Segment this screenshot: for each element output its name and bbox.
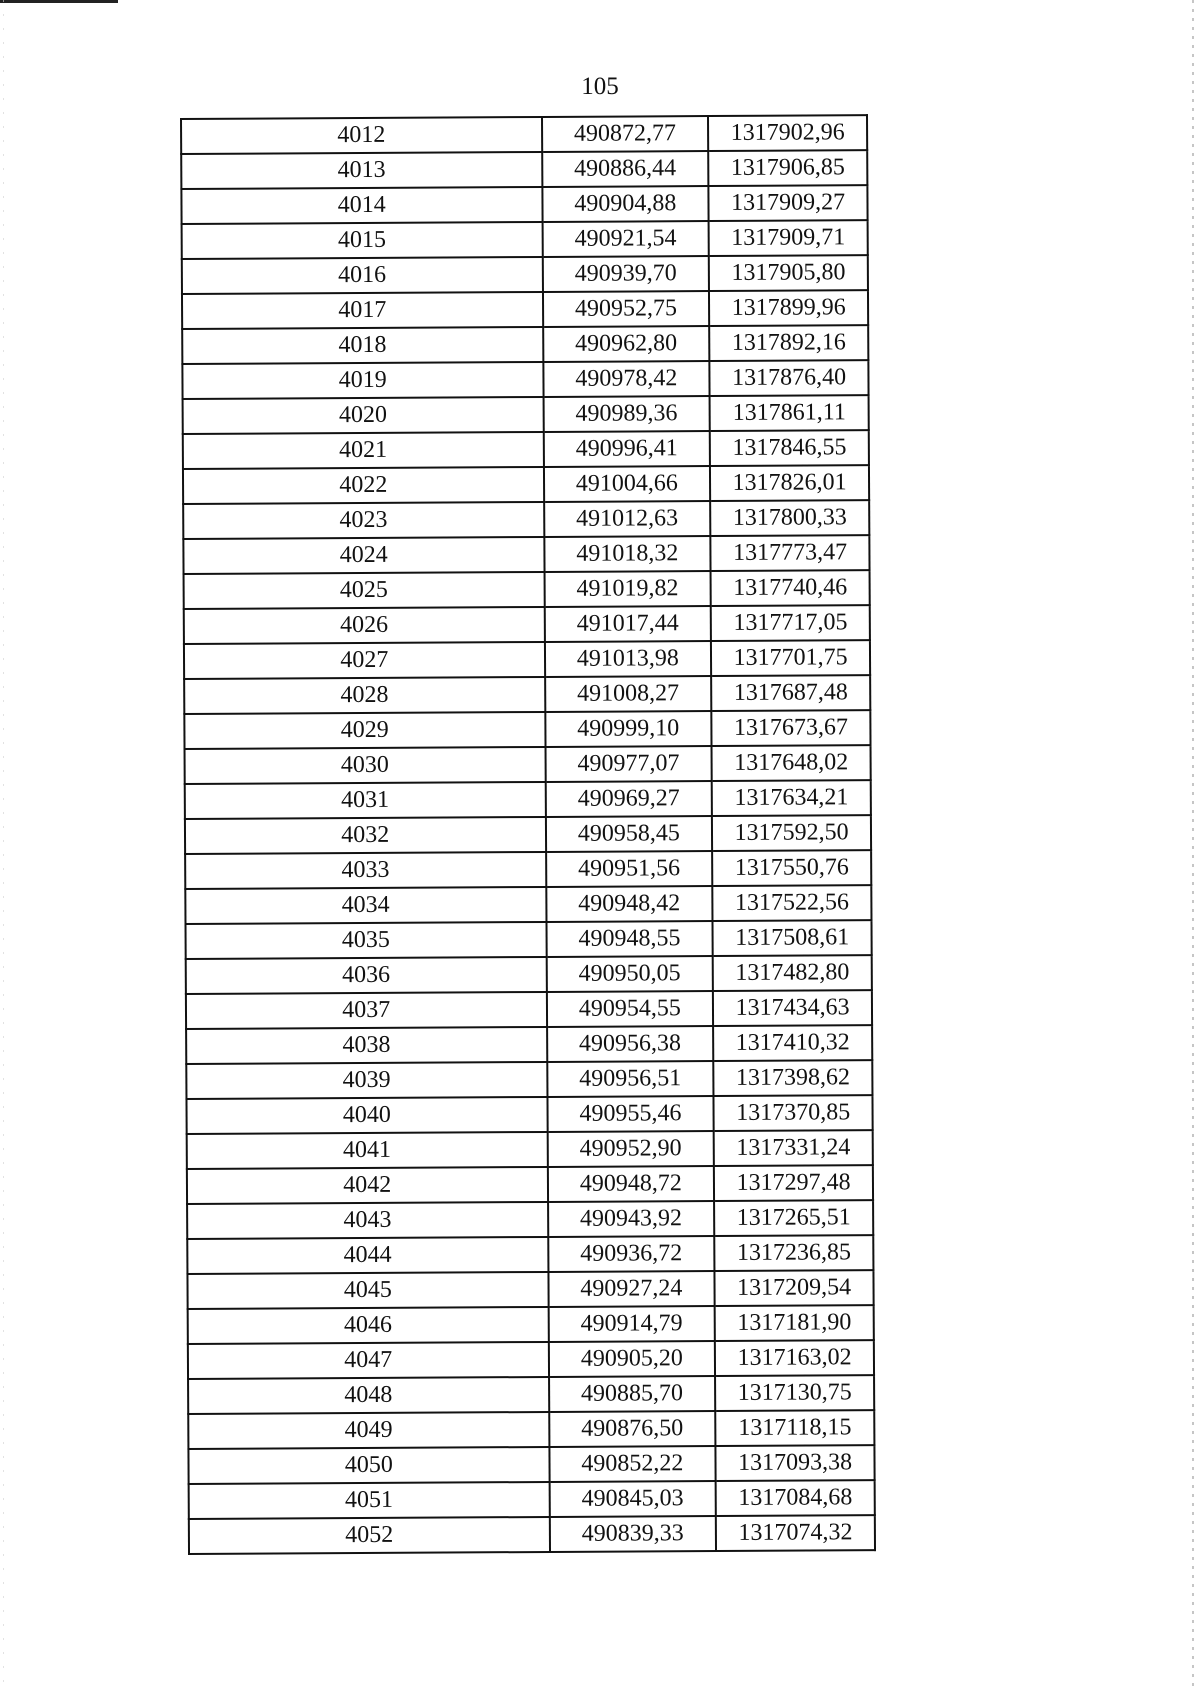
x-coordinate-cell: 490948,42 [546, 886, 713, 922]
point-number-cell: 4030 [185, 747, 546, 784]
y-coordinate-cell: 1317265,51 [714, 1200, 873, 1236]
y-coordinate-cell: 1317846,55 [710, 430, 869, 466]
x-coordinate-cell: 490886,44 [542, 151, 709, 187]
y-coordinate-cell: 1317909,71 [709, 220, 868, 256]
point-number-cell: 4045 [187, 1272, 548, 1309]
table-row [186, 1025, 872, 1064]
table-row [181, 185, 867, 224]
coordinates-table [180, 114, 876, 1555]
y-coordinate-cell: 1317163,02 [715, 1340, 874, 1376]
y-coordinate-cell: 1317634,21 [712, 780, 871, 816]
x-coordinate-cell: 490956,51 [547, 1061, 714, 1097]
table-row [186, 955, 872, 994]
point-number-cell: 4041 [187, 1132, 548, 1169]
x-coordinate-cell: 491018,32 [544, 536, 711, 572]
y-coordinate-cell: 1317118,15 [715, 1410, 874, 1446]
x-coordinate-cell: 490939,70 [542, 256, 709, 292]
point-number-cell: 4014 [181, 187, 542, 224]
y-coordinate-cell: 1317826,01 [710, 465, 869, 501]
point-number-cell: 4013 [181, 152, 542, 189]
point-number-cell: 4034 [185, 887, 546, 924]
x-coordinate-cell: 490948,72 [547, 1166, 714, 1202]
y-coordinate-cell: 1317074,32 [716, 1515, 875, 1551]
x-coordinate-cell: 490950,05 [546, 956, 713, 992]
x-coordinate-cell: 490839,33 [549, 1516, 716, 1552]
y-coordinate-cell: 1317648,02 [712, 745, 871, 781]
point-number-cell: 4042 [187, 1167, 548, 1204]
x-coordinate-cell: 490872,77 [541, 116, 708, 152]
point-number-cell: 4036 [186, 957, 547, 994]
point-number-cell: 4019 [182, 362, 543, 399]
table-row [188, 1410, 874, 1449]
y-coordinate-cell: 1317592,50 [712, 815, 871, 851]
y-coordinate-cell: 1317331,24 [714, 1130, 873, 1166]
table-row [182, 220, 868, 259]
y-coordinate-cell: 1317701,75 [711, 640, 870, 676]
y-coordinate-cell: 1317800,33 [710, 500, 869, 536]
point-number-cell: 4025 [184, 572, 545, 609]
table-row [188, 1445, 874, 1484]
point-number-cell: 4024 [183, 537, 544, 574]
x-coordinate-cell: 490977,07 [545, 746, 712, 782]
point-number-cell: 4021 [183, 432, 544, 469]
table-row [181, 150, 867, 189]
coordinates-table-body [181, 115, 875, 1554]
scan-left-edge [3, 0, 4, 1686]
y-coordinate-cell: 1317434,63 [713, 990, 872, 1026]
x-coordinate-cell: 490958,45 [545, 816, 712, 852]
y-coordinate-cell: 1317717,05 [711, 605, 870, 641]
x-coordinate-cell: 491004,66 [543, 466, 710, 502]
table-row [188, 1340, 874, 1379]
y-coordinate-cell: 1317236,85 [714, 1235, 873, 1271]
table-row [184, 675, 870, 714]
x-coordinate-cell: 490956,38 [547, 1026, 714, 1062]
x-coordinate-cell: 490962,80 [543, 326, 710, 362]
y-coordinate-cell: 1317297,48 [714, 1165, 873, 1201]
table-row [188, 1305, 874, 1344]
x-coordinate-cell: 491013,98 [544, 641, 711, 677]
x-coordinate-cell: 490989,36 [543, 396, 710, 432]
x-coordinate-cell: 490954,55 [546, 991, 713, 1027]
table-row [185, 850, 871, 889]
point-number-cell: 4047 [188, 1342, 549, 1379]
table-row [187, 1130, 873, 1169]
y-coordinate-cell: 1317410,32 [713, 1025, 872, 1061]
x-coordinate-cell: 490936,72 [548, 1236, 715, 1272]
y-coordinate-cell: 1317902,96 [708, 115, 867, 151]
table-row [189, 1480, 875, 1519]
table-row [183, 500, 869, 539]
scan-top-mark [0, 0, 118, 3]
table-row [182, 290, 868, 329]
y-coordinate-cell: 1317550,76 [712, 850, 871, 886]
point-number-cell: 4052 [189, 1517, 550, 1554]
x-coordinate-cell: 490955,46 [547, 1096, 714, 1132]
y-coordinate-cell: 1317084,68 [716, 1480, 875, 1516]
table-row [185, 745, 871, 784]
table-row [186, 920, 872, 959]
table-row [184, 605, 870, 644]
table-row [182, 255, 868, 294]
point-number-cell: 4043 [187, 1202, 548, 1239]
y-coordinate-cell: 1317673,67 [712, 710, 871, 746]
table-row [183, 430, 869, 469]
x-coordinate-cell: 490885,70 [549, 1376, 716, 1412]
x-coordinate-cell: 490948,55 [546, 921, 713, 957]
point-number-cell: 4029 [184, 712, 545, 749]
point-number-cell: 4027 [184, 642, 545, 679]
table-row [187, 1270, 873, 1309]
table-row [181, 115, 867, 154]
x-coordinate-cell: 490927,24 [548, 1271, 715, 1307]
point-number-cell: 4051 [189, 1482, 550, 1519]
x-coordinate-cell: 490978,42 [543, 361, 710, 397]
y-coordinate-cell: 1317508,61 [713, 920, 872, 956]
table-row [188, 1375, 874, 1414]
point-number-cell: 4035 [186, 922, 547, 959]
y-coordinate-cell: 1317892,16 [709, 325, 868, 361]
point-number-cell: 4046 [188, 1307, 549, 1344]
y-coordinate-cell: 1317861,11 [710, 395, 869, 431]
y-coordinate-cell: 1317909,27 [709, 185, 868, 221]
table-row [185, 885, 871, 924]
table-row [186, 990, 872, 1029]
y-coordinate-cell: 1317482,80 [713, 955, 872, 991]
table-row [185, 780, 871, 819]
point-number-cell: 4012 [181, 117, 542, 154]
page-number: 105 [581, 73, 619, 100]
point-number-cell: 4017 [182, 292, 543, 329]
y-coordinate-cell: 1317687,48 [711, 675, 870, 711]
point-number-cell: 4040 [186, 1097, 547, 1134]
table-row [186, 1060, 872, 1099]
x-coordinate-cell: 490951,56 [546, 851, 713, 887]
table-row [183, 395, 869, 434]
x-coordinate-cell: 490921,54 [542, 221, 709, 257]
y-coordinate-cell: 1317899,96 [709, 290, 868, 326]
x-coordinate-cell: 490904,88 [542, 186, 709, 222]
x-coordinate-cell: 490969,27 [545, 781, 712, 817]
point-number-cell: 4028 [184, 677, 545, 714]
table-row [184, 710, 870, 749]
x-coordinate-cell: 490943,92 [548, 1201, 715, 1237]
x-coordinate-cell: 490905,20 [548, 1341, 715, 1377]
y-coordinate-cell: 1317093,38 [716, 1445, 875, 1481]
table-row [182, 360, 868, 399]
x-coordinate-cell: 490845,03 [549, 1481, 716, 1517]
x-coordinate-cell: 491008,27 [545, 676, 712, 712]
table-row [186, 1095, 872, 1134]
point-number-cell: 4048 [188, 1377, 549, 1414]
table-row [183, 535, 869, 574]
y-coordinate-cell: 1317209,54 [715, 1270, 874, 1306]
table-row [187, 1235, 873, 1274]
y-coordinate-cell: 1317181,90 [715, 1305, 874, 1341]
point-number-cell: 4044 [187, 1237, 548, 1274]
point-number-cell: 4015 [182, 222, 543, 259]
y-coordinate-cell: 1317876,40 [710, 360, 869, 396]
point-number-cell: 4049 [188, 1412, 549, 1449]
point-number-cell: 4022 [183, 467, 544, 504]
y-coordinate-cell: 1317906,85 [708, 150, 867, 186]
point-number-cell: 4038 [186, 1027, 547, 1064]
point-number-cell: 4039 [186, 1062, 547, 1099]
x-coordinate-cell: 490952,90 [547, 1131, 714, 1167]
table-row [185, 815, 871, 854]
point-number-cell: 4018 [182, 327, 543, 364]
x-coordinate-cell: 491019,82 [544, 571, 711, 607]
y-coordinate-cell: 1317522,56 [712, 885, 871, 921]
point-number-cell: 4050 [188, 1447, 549, 1484]
table-row [184, 570, 870, 609]
point-number-cell: 4016 [182, 257, 543, 294]
table-row [187, 1200, 873, 1239]
table-row [182, 325, 868, 364]
y-coordinate-cell: 1317130,75 [715, 1375, 874, 1411]
y-coordinate-cell: 1317370,85 [714, 1095, 873, 1131]
x-coordinate-cell: 490914,79 [548, 1306, 715, 1342]
x-coordinate-cell: 490952,75 [542, 291, 709, 327]
point-number-cell: 4032 [185, 817, 546, 854]
x-coordinate-cell: 490999,10 [545, 711, 712, 747]
point-number-cell: 4023 [183, 502, 544, 539]
x-coordinate-cell: 490996,41 [543, 431, 710, 467]
table-row [184, 640, 870, 679]
x-coordinate-cell: 491012,63 [544, 501, 711, 537]
x-coordinate-cell: 490876,50 [549, 1411, 716, 1447]
y-coordinate-cell: 1317398,62 [713, 1060, 872, 1096]
point-number-cell: 4026 [184, 607, 545, 644]
x-coordinate-cell: 490852,22 [549, 1446, 716, 1482]
y-coordinate-cell: 1317905,80 [709, 255, 868, 291]
point-number-cell: 4020 [183, 397, 544, 434]
point-number-cell: 4033 [185, 852, 546, 889]
scan-right-edge [1192, 0, 1194, 1686]
y-coordinate-cell: 1317773,47 [711, 535, 870, 571]
table-row [183, 465, 869, 504]
point-number-cell: 4037 [186, 992, 547, 1029]
table-row [187, 1165, 873, 1204]
x-coordinate-cell: 491017,44 [544, 606, 711, 642]
y-coordinate-cell: 1317740,46 [711, 570, 870, 606]
table-row [189, 1515, 875, 1554]
point-number-cell: 4031 [185, 782, 546, 819]
